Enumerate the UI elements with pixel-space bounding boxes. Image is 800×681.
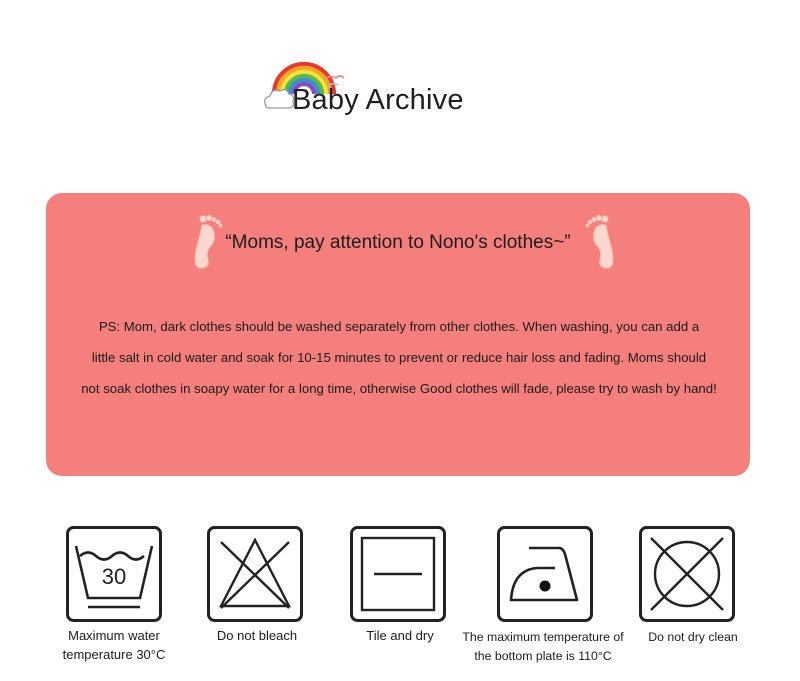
wash-temperature-value: 30 [101, 564, 127, 589]
wash-30-icon [66, 526, 162, 622]
notice-line: little salt in cold water and soak for 10-15 minutes to prevent or reduce hair loss and fading. Moms should [91, 350, 707, 365]
do-not-dry-clean-icon [639, 526, 735, 622]
notice-line: not soak clothes in soapy water for a long time, otherwise Good clothes will fade, please try to wash by hand! [81, 381, 717, 396]
brand-header [262, 50, 482, 120]
tile-dry-icon [350, 526, 446, 622]
care-label-wash: Maximum water temperature 30°C [62, 628, 166, 662]
notice-line: PS: Mom, dark clothes should be washed separately from other clothes. When washing, you can add a [98, 319, 700, 334]
notice-body [54, 311, 744, 404]
do-not-bleach-icon [207, 526, 303, 622]
brand-name: Baby Archive [292, 84, 464, 116]
care-label-iron: The maximum temperature of the bottom plate is 110°C [462, 630, 624, 663]
care-label-bleach: Do not bleach [216, 628, 298, 643]
care-notice-box [46, 193, 750, 476]
care-label-dry: Tile and dry [366, 628, 434, 643]
notice-title: “Moms, pay attention to Nono's clothes~” [225, 232, 571, 253]
care-label-dry-clean: Do not dry clean [648, 630, 738, 644]
iron-110-icon [497, 526, 593, 622]
